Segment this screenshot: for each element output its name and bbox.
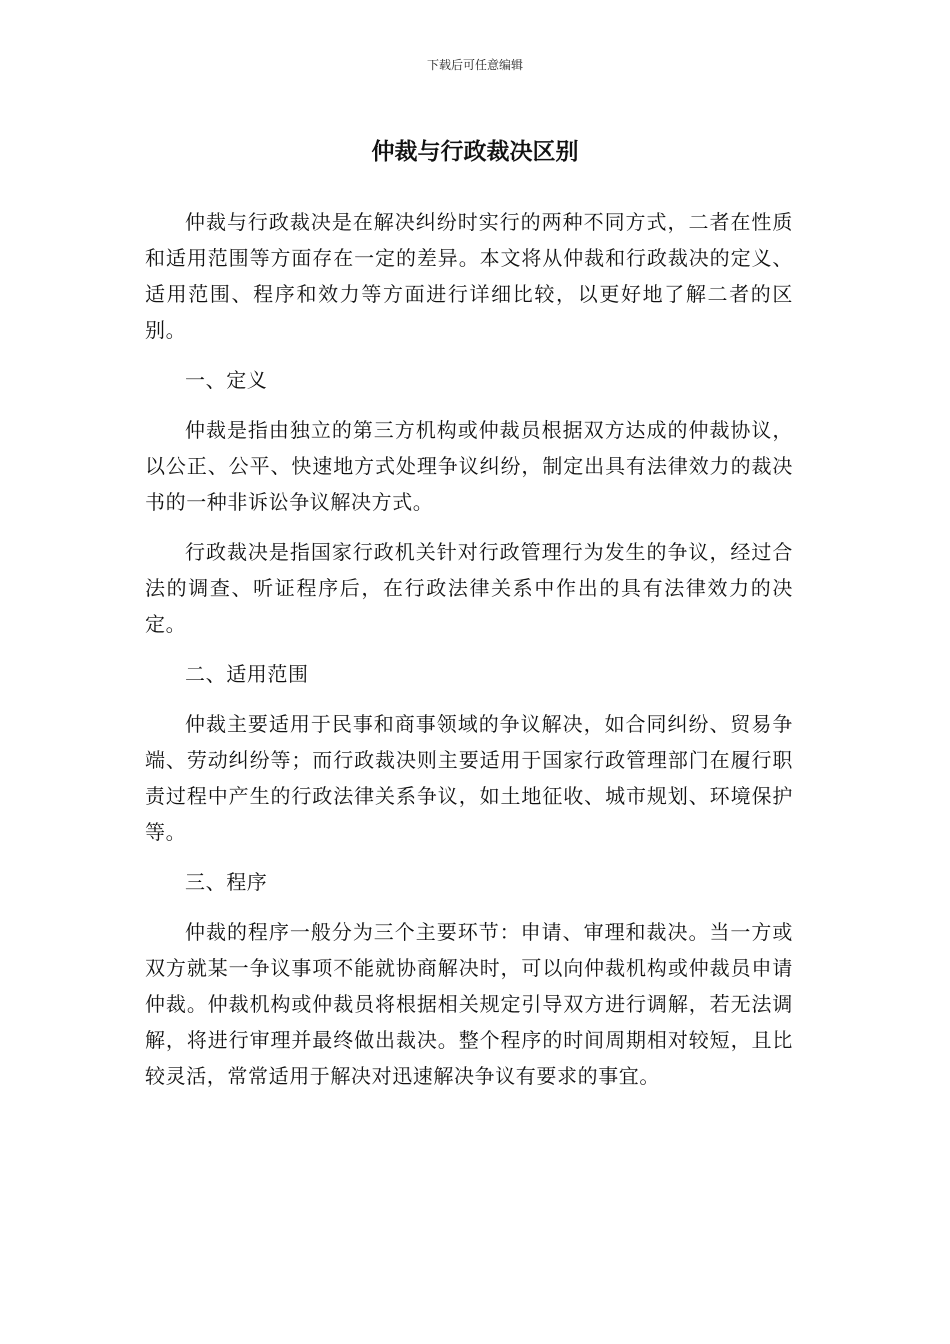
section-heading-definition: 一、定义 <box>185 368 268 392</box>
administrative-ruling-definition-paragraph: 行政裁决是指国家行政机关针对行政管理行为发生的争议，经过合法的调查、听证程序后，在行政法律关系中作出的具有法律效力的决定。 <box>145 540 793 636</box>
document-title: 仲裁与行政裁决区别 <box>371 139 579 165</box>
header-note: 下载后可任意编辑 <box>426 58 523 72</box>
document-body <box>145 204 793 1108</box>
section-heading-scope: 二、适用范围 <box>185 662 309 686</box>
intro-paragraph: 仲裁与行政裁决是在解决纠纷时实行的两种不同方式，二者在性质和适用范围等方面存在一定的差异。本文将从仲裁和行政裁决的定义、适用范围、程序和效力等方面进行详细比较，以更好地了解二者的区别。 <box>145 210 793 342</box>
arbitration-definition-paragraph: 仲裁是指由独立的第三方机构或仲裁员根据双方达成的仲裁协议，以公正、公平、快速地方式处理争议纠纷，制定出具有法律效力的裁决书的一种非诉讼争议解决方式。 <box>145 418 793 514</box>
section-heading-procedure: 三、程序 <box>185 870 268 894</box>
scope-paragraph: 仲裁主要适用于民事和商事领域的争议解决，如合同纠纷、贸易争端、劳动纠纷等；而行政裁决则主要适用于国家行政管理部门在履行职责过程中产生的行政法律关系争议，如土地征收、城市规划、环境保护等。 <box>145 712 793 844</box>
procedure-paragraph: 仲裁的程序一般分为三个主要环节：申请、审理和裁决。当一方或双方就某一争议事项不能就协商解决时，可以向仲裁机构或仲裁员申请仲裁。仲裁机构或仲裁员将根据相关规定引导双方进行调解，若无法调解，将进行审理并最终做出裁决。整个程序的时间周期相对较短，且比较灵活，常常适用于解决对迅速解决争议有要求的事宜。 <box>145 920 793 1088</box>
